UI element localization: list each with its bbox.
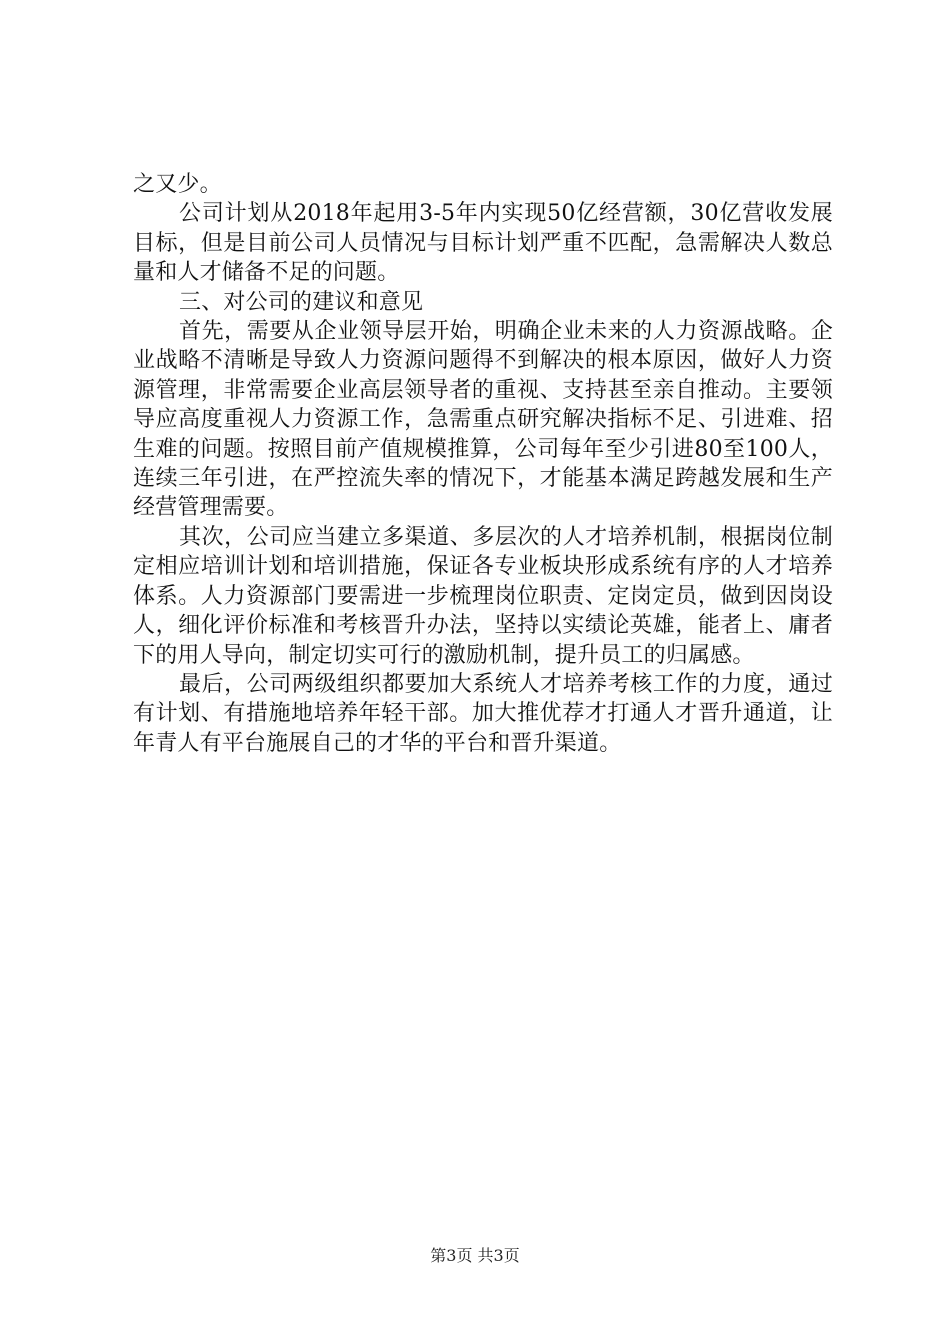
document-body xyxy=(133,170,833,758)
paragraph-third-suggestion: 最后，公司两级组织都要加大系统人才培养考核工作的力度，通过有计划、有措施地培养年轻干部。加大推优荐才打通人才晋升通道，让年青人有平台施展自己的才华的平台和晋升渠道。 xyxy=(133,671,833,756)
paragraph-second-suggestion: 其次，公司应当建立多渠道、多层次的人才培养机制，根据岗位制定相应培训计划和培训措施，保证各专业板块形成系统有序的人才培养体系。人力资源部门要需进一步梳理岗位职责、定岗定员，做到因岗设人，细化评价标准和考核晋升办法，坚持以实绩论英雄，能者上、庸者下的用人导向，制定切实可行的激励机制，提升员工的归属感。 xyxy=(133,524,833,668)
section-heading-suggestions: 三、对公司的建议和意见 xyxy=(179,289,424,315)
paragraph-first-suggestion: 首先，需要从企业领导层开始，明确企业未来的人力资源战略。企业战略不清晰是导致人力资源问题得不到解决的根本原因，做好人力资源管理，非常需要企业高层领导者的重视、支持甚至亲自推动。主要领导应高度重视人力资源工作，急需重点研究解决指标不足、引进难、招生难的问题。按照目前产值规模推算，公司每年至少引进80至100人，连续三年引进，在严控流失率的情况下，才能基本满足跨越发展和生产经营管理需要。 xyxy=(133,319,833,521)
page-number-footer: 第3页 共3页 xyxy=(430,1246,520,1265)
paragraph-company-plan: 公司计划从2018年起用3-5年内实现50亿经营额，30亿营收发展目标，但是目前公司人员情况与目标计划严重不匹配，急需解决人数总量和人才储备不足的问题。 xyxy=(133,201,833,286)
paragraph-continuation: 之又少。 xyxy=(133,172,222,197)
